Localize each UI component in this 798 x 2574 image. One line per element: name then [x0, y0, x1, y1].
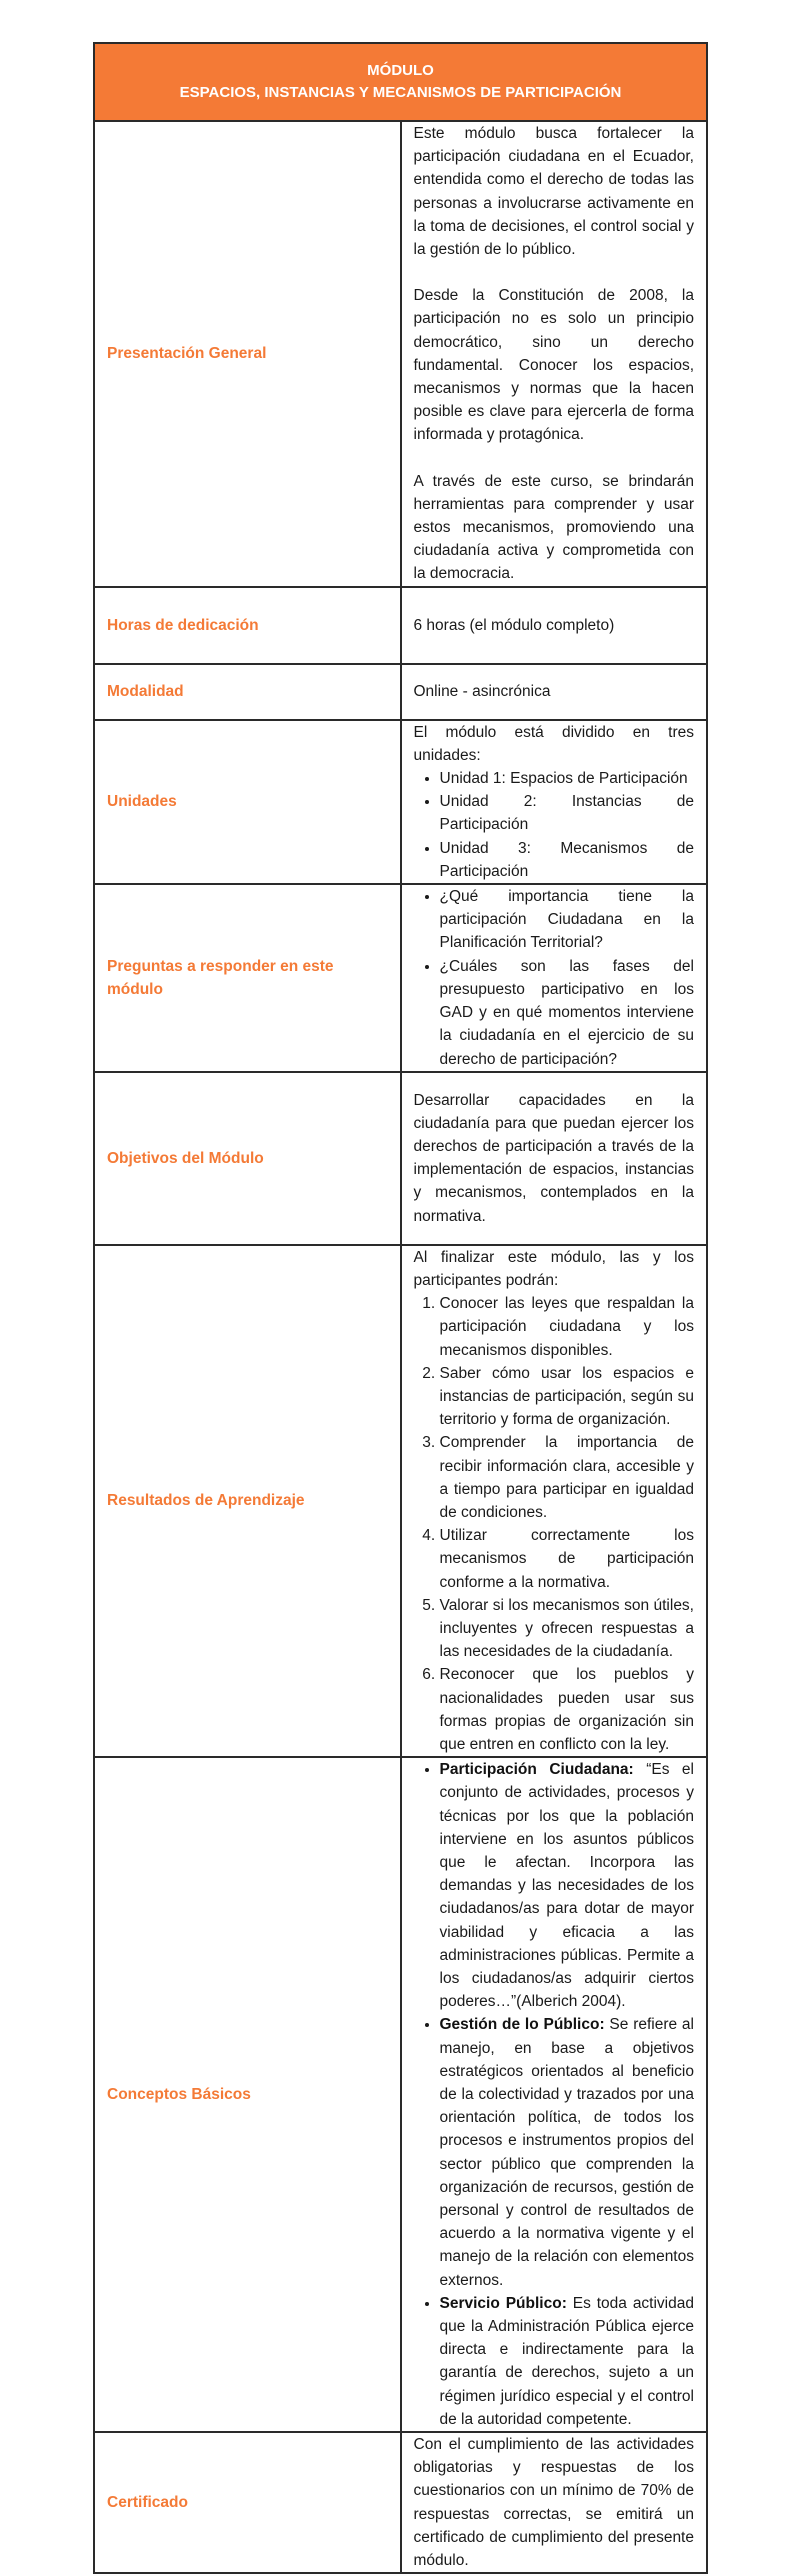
- content-certificado: Con el cumplimiento de las actividades obligatorias y respuestas de los cuestionarios con un mínimo de 70% de respuestas correctas, se emitirá un certificado de cumplimiento del presente módulo.: [401, 2432, 708, 2573]
- list-item: [440, 2292, 695, 2431]
- row-modalidad: [94, 664, 707, 720]
- module-header: [94, 43, 707, 121]
- content-preguntas: [401, 884, 708, 1072]
- concept-term: Gestión de lo Público:: [439, 2016, 605, 2034]
- label-presentacion: Presentación General: [94, 121, 401, 587]
- conceptos-list: [414, 1758, 695, 2431]
- unidades-list: [414, 767, 695, 883]
- module-header-line1: MÓDULO: [367, 62, 434, 79]
- row-preguntas: [94, 884, 707, 1072]
- row-horas: [94, 587, 707, 664]
- list-item: 5. Valorar si los mecanismos son útiles, incluyentes y ofrecen respuestas a las necesidades de la ciudadanía.: [440, 1594, 695, 1664]
- concept-definition: “Es el conjunto de actividades, procesos y técnicas por los que la población interviene en los asuntos públicos que le afectan. Incorpora las demandas y las necesidades de los ciudadanos/as para dotar de mayor viabilidad y eficacia a las administraciones públicas. Permite a los ciudadanos/as adquirir ciertos poderes…”(Alberich 2004).: [439, 1761, 694, 2011]
- row-objetivos: [94, 1072, 707, 1245]
- resultados-list: [414, 1292, 695, 1756]
- list-item: • Unidad 2: Instancias de Participación: [440, 790, 695, 836]
- label-unidades: Unidades: [94, 720, 401, 884]
- content-objetivos: Desarrollar capacidades en la ciudadanía para que puedan ejercer los derechos de participación a través de la implementación de espacios, instancias y mecanismos, contemplados en la normativa.: [401, 1072, 708, 1245]
- label-resultados: Resultados de Aprendizaje: [94, 1245, 401, 1757]
- content-resultados: [401, 1245, 708, 1757]
- concept-term: Participación Ciudadana:: [439, 1761, 634, 1779]
- presentacion-paragraph: Este módulo busca fortalecer la participación ciudadana en el Ecuador, entendida como el derecho de todas las personas a involucrarse activamente en la toma de decisiones, el control social y la gestión de lo público.: [413, 125, 694, 259]
- list-item: [440, 1758, 695, 2013]
- list-item: • Unidad 3: Mecanismos de Participación: [440, 837, 695, 883]
- list-item: 2. Saber cómo usar los espacios e instancias de participación, según su territorio y forma de organización.: [440, 1362, 695, 1432]
- list-item: 4. Utilizar correctamente los mecanismos de participación conforme a la normativa.: [440, 1524, 695, 1594]
- label-certificado: Certificado: [94, 2432, 401, 2573]
- module-header-row: [94, 43, 707, 121]
- list-item: 3. Comprender la importancia de recibir información clara, accesible y a tiempo para participar en igualdad de condiciones.: [440, 1431, 695, 1524]
- label-preguntas: Preguntas a responder en este módulo: [94, 884, 401, 1072]
- label-conceptos: Conceptos Básicos: [94, 1757, 401, 2432]
- module-table: [93, 42, 708, 2574]
- label-modalidad: Modalidad: [94, 664, 401, 720]
- module-header-title: ESPACIOS, INSTANCIAS Y MECANISMOS DE PARTICIPACIÓN: [179, 84, 622, 101]
- content-modalidad: Online - asincrónica: [401, 664, 708, 720]
- presentacion-paragraph: A través de este curso, se brindarán herramientas para comprender y usar estos mecanismos, promoviendo una ciudadanía activa y comprometida con la democracia.: [413, 472, 694, 583]
- content-conceptos: [401, 1757, 708, 2432]
- row-unidades: [94, 720, 707, 884]
- presentacion-paragraph: Desde la Constitución de 2008, la participación no es solo un principio democrático, sino un derecho fundamental. Conocer los espacios, mecanismos y normas que la hacen posible es clave para ejercerla de forma informada y protagónica.: [413, 287, 694, 444]
- row-conceptos: [94, 1757, 707, 2432]
- concept-term: Servicio Público:: [439, 2294, 567, 2312]
- resultados-intro: Al finalizar este módulo, las y los participantes podrán:: [413, 1248, 694, 1289]
- row-presentacion: [94, 121, 707, 587]
- list-item: • ¿Cuáles son las fases del presupuesto participativo en los GAD y en qué momentos interviene la ciudadanía en el ejercicio de su derecho de participación?: [440, 955, 695, 1071]
- content-presentacion: [401, 121, 708, 587]
- row-certificado: [94, 2432, 707, 2573]
- list-item: 1. Conocer las leyes que respaldan la participación ciudadana y los mecanismos disponibles.: [440, 1292, 695, 1362]
- unidades-intro: El módulo está dividido en tres unidades:: [413, 723, 694, 764]
- list-item: [440, 2013, 695, 2291]
- row-resultados: [94, 1245, 707, 1757]
- content-unidades: [401, 720, 708, 884]
- preguntas-list: [414, 885, 695, 1071]
- list-item: • Unidad 1: Espacios de Participación: [440, 767, 695, 790]
- concept-definition: Es toda actividad que la Administración Pública ejerce directa e indirectamente para la garantía de derechos, sujeto a un régimen jurídico especial y el control de la autoridad competente.: [439, 2294, 694, 2428]
- label-horas: Horas de dedicación: [94, 587, 401, 664]
- concept-definition: Se refiere al manejo, en base a objetivos estratégicos orientados al beneficio de la colectividad y trazados por una orientación política, de todos los procesos e instrumentos propios del sector público que comprenden la organización de recursos, gestión de personal y control de resultados de acuerdo a la normativa vigente y el manejo de la relación con elementos externos.: [439, 2016, 694, 2289]
- content-horas: 6 horas (el módulo completo): [401, 587, 708, 664]
- list-item: 6. Reconocer que los pueblos y nacionalidades pueden usar sus formas propias de organización sin que entren en conflicto con la ley.: [440, 1663, 695, 1756]
- label-objetivos: Objetivos del Módulo: [94, 1072, 401, 1245]
- list-item: • ¿Qué importancia tiene la participación Ciudadana en la Planificación Territorial?: [440, 885, 695, 955]
